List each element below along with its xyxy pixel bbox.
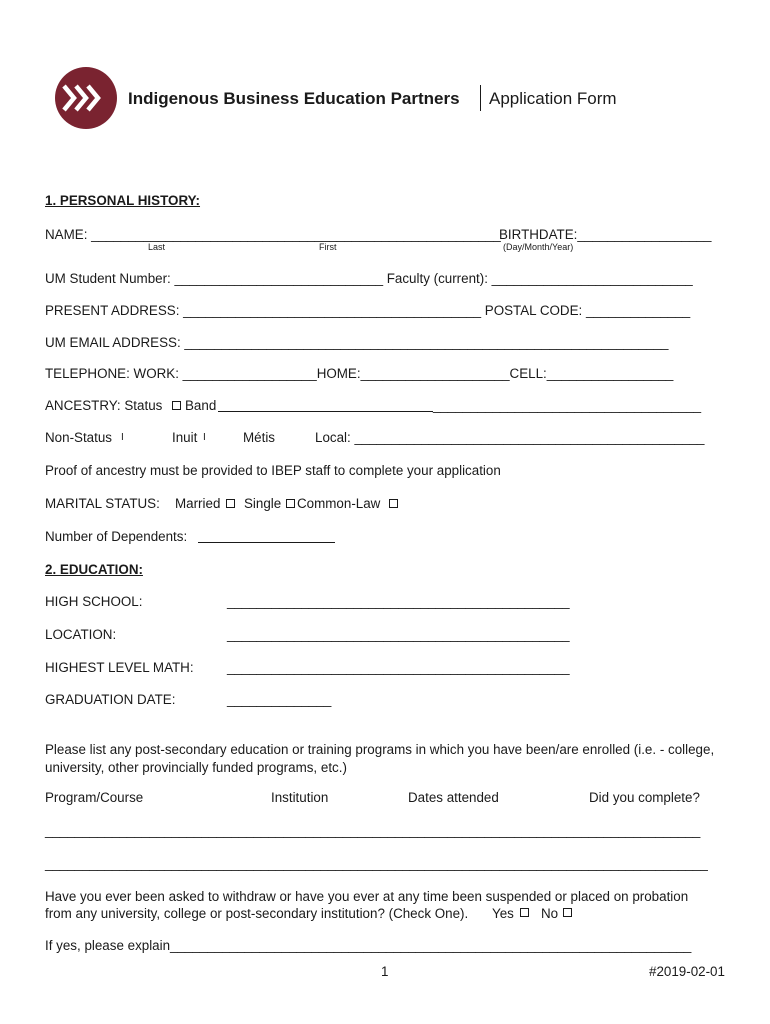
ibep-logo xyxy=(54,66,118,130)
graduation-date-blank[interactable]: ______________ xyxy=(227,692,332,707)
highest-math-blank[interactable]: ______________________________________________ xyxy=(227,660,570,675)
inuit-label: Inuit xyxy=(172,430,198,445)
col-did-you-complete: Did you complete? xyxy=(589,790,700,805)
status-checkbox[interactable] xyxy=(172,401,181,410)
section-personal-history: 1. PERSONAL HISTORY: xyxy=(45,193,201,208)
married-checkbox[interactable] xyxy=(226,499,235,508)
single-checkbox[interactable] xyxy=(286,499,295,508)
explain-field[interactable]: If yes, please explain______________________________________________________________________ xyxy=(45,938,692,953)
single-label: Single xyxy=(244,496,282,511)
ancestry-label: ANCESTRY: Status xyxy=(45,398,163,413)
local-field[interactable]: Local: _______________________________________________ xyxy=(315,430,705,445)
highest-math-label: HIGHEST LEVEL MATH: xyxy=(45,660,194,675)
band-label: Band xyxy=(185,398,217,413)
doc-title: Application Form xyxy=(489,89,617,108)
yes-label: Yes xyxy=(492,906,514,921)
birthdate-blank: __________________ xyxy=(577,227,712,242)
postsecondary-instructions-line-1: Please list any post-secondary education or training programs in which you have been/are enrolled (i.e. - college, xyxy=(45,742,715,757)
birthdate-field[interactable] xyxy=(499,227,711,242)
postsecondary-row-1[interactable]: ________________________________________________________________________________________ xyxy=(45,823,701,838)
non-status-checkbox[interactable]: I xyxy=(121,432,124,443)
postsecondary-row-2[interactable]: _________________________________________________________________________________________ xyxy=(45,856,708,871)
title-divider xyxy=(480,85,481,111)
proof-of-ancestry-note: Proof of ancestry must be provided to IBEP staff to complete your application xyxy=(45,463,501,478)
withdraw-question-line-2: from any university, college or post-secondary institution? (Check One). xyxy=(45,906,469,921)
present-address-field[interactable]: PRESENT ADDRESS: ________________________________________ POSTAL CODE: ______________ xyxy=(45,303,691,318)
metis-label: Métis xyxy=(243,430,275,445)
section-education: 2. EDUCATION: xyxy=(45,562,143,577)
page-number: 1 xyxy=(381,964,389,979)
location-label: LOCATION: xyxy=(45,627,117,642)
withdraw-question-line-1: Have you ever been asked to withdraw or have you ever at any time been suspended or placed on probation xyxy=(45,889,689,904)
high-school-label: HIGH SCHOOL: xyxy=(45,594,143,609)
col-institution: Institution xyxy=(271,790,329,805)
sublabel-day-month-year: (Day/Month/Year) xyxy=(503,242,574,252)
name-field[interactable] xyxy=(45,227,501,242)
band-blank[interactable]: ____________________________________ xyxy=(433,398,702,413)
band-underline xyxy=(218,411,433,412)
marital-status-label: MARITAL STATUS: xyxy=(45,496,160,511)
dependents-label: Number of Dependents: xyxy=(45,529,188,544)
non-status-label: Non-Status xyxy=(45,430,112,445)
graduation-date-label: GRADUATION DATE: xyxy=(45,692,176,707)
telephone-field[interactable]: TELEPHONE: WORK: __________________HOME:____________________CELL:_________________ xyxy=(45,366,674,381)
name-label: NAME: xyxy=(45,227,92,242)
sublabel-first: First xyxy=(319,242,337,252)
no-checkbox[interactable] xyxy=(563,908,572,917)
common-law-checkbox[interactable] xyxy=(389,499,398,508)
birthdate-label: BIRTHDATE: xyxy=(499,227,578,242)
common-law-label: Common-Law xyxy=(297,496,381,511)
high-school-blank[interactable]: ______________________________________________ xyxy=(227,594,570,609)
form-code: #2019-02-01 xyxy=(649,964,725,979)
inuit-checkbox[interactable]: I xyxy=(203,432,206,443)
org-name: Indigenous Business Education Partners xyxy=(128,89,460,108)
um-student-faculty-field[interactable]: UM Student Number: ____________________________ Faculty (current): ___________________________ xyxy=(45,271,693,286)
no-label: No xyxy=(541,906,559,921)
name-blank: _______________________________________________________ xyxy=(91,227,501,242)
dependents-blank[interactable] xyxy=(198,542,335,543)
yes-checkbox[interactable] xyxy=(520,908,529,917)
um-email-field[interactable]: UM EMAIL ADDRESS: _________________________________________________________________ xyxy=(45,335,669,350)
col-program-course: Program/Course xyxy=(45,790,144,805)
married-label: Married xyxy=(175,496,221,511)
col-dates-attended: Dates attended xyxy=(408,790,499,805)
sublabel-last: Last xyxy=(148,242,166,252)
location-blank[interactable]: ______________________________________________ xyxy=(227,627,570,642)
postsecondary-instructions-line-2: university, other provincially funded programs, etc.) xyxy=(45,760,347,775)
